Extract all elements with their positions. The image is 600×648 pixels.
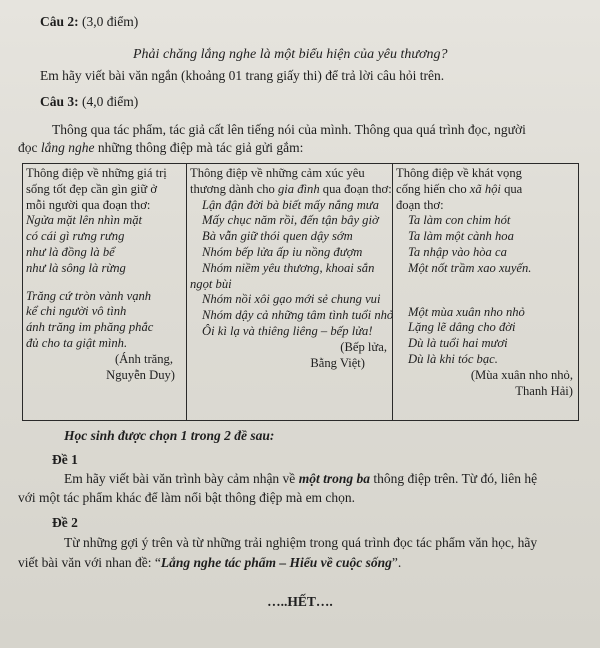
question-2-heading: Câu 2: (3,0 điểm) <box>40 14 139 29</box>
verse-line: Trăng cứ tròn vành vạnh <box>26 288 152 303</box>
choice-instruction: Học sinh được chọn 1 trong 2 đề sau: <box>64 428 275 443</box>
question-2-quote: Phải chăng lắng nghe là một biểu hiện của yêu thương? <box>133 47 448 62</box>
verse-line: Một mùa xuân nho nhỏ <box>408 304 525 319</box>
verse-line: Nhóm nồi xôi gạo mới sẻ chung vui <box>202 292 381 307</box>
verse-line: như là đồng là bể <box>26 244 115 259</box>
question-3-intro-line2: đọc lắng nghe những thông điệp mà tác giả gửi gắm: <box>18 140 304 155</box>
source-author: Bằng Việt) <box>310 355 365 370</box>
verse-line: như là sông là rừng <box>26 260 126 275</box>
topic-2-line1: Từ những gợi ý trên và từ những trải nghiệm trong quá trình đọc tác phẩm văn học, hãy <box>64 535 538 550</box>
verse-line: Ngửa mặt lên nhìn mặt <box>26 213 143 228</box>
topic-1-line1: Em hãy viết bài văn trình bày cảm nhận về một trong ba thông điệp trên. Từ đó, liên hệ <box>64 471 538 486</box>
column-header: Thông điệp về những cảm xúc yêu <box>190 166 365 180</box>
verse-line: ánh trăng im phăng phắc <box>26 320 154 335</box>
source-title: (Bếp lửa, <box>340 339 387 354</box>
source-title: (Ánh trăng, <box>114 351 173 366</box>
verse-line: Dù là khi tóc bạc. <box>408 351 498 366</box>
column-family-love <box>187 164 393 421</box>
verse-line: Lặng lẽ dâng cho đời <box>408 320 516 335</box>
verse-line: Ta làm con chim hót <box>408 213 511 228</box>
verse-line: Lận đận đời bà biết mấy nắng mưa <box>202 197 379 212</box>
topic-1-line2: với một tác phẩm khác để làm nổi bật thông điệp mà em chọn. <box>18 490 356 505</box>
column-header-line3: đoạn thơ: <box>396 197 444 212</box>
verse-line: Nhóm dậy cả những tâm tình tuổi nhỏ <box>202 308 394 323</box>
verse-line: có cái gì rưng rưng <box>26 229 125 244</box>
topic-2-title: Đề 2 <box>52 515 78 530</box>
column-header: Thông điệp về khát vọng <box>396 166 522 180</box>
verse-line: ngọt bùi <box>190 276 232 291</box>
end-marker: …..HẾT…. <box>267 594 333 609</box>
verse-line: Bà vẫn giữ thói quen dậy sớm <box>202 229 353 244</box>
source-title: (Mùa xuân nho nhỏ, <box>470 367 573 382</box>
verse-line: kể chi người vô tình <box>26 304 127 319</box>
topic-1-title: Đề 1 <box>52 452 78 467</box>
question-3-heading: Câu 3: (4,0 điểm) <box>40 94 139 109</box>
source-author: Nguyễn Duy) <box>106 367 175 382</box>
verse-line: Nhóm niềm yêu thương, khoai sắn <box>202 260 375 275</box>
verse-line: đủ cho ta giật mình. <box>26 335 128 350</box>
verse-line: Nhóm bếp lửa ấp iu nồng đượm <box>202 244 363 259</box>
topic-2-line2: viết bài văn với nhan đề: “Lắng nghe tác phẩm – Hiểu về cuộc sống”. <box>18 555 402 570</box>
verse-line: Ta làm một cành hoa <box>408 229 514 244</box>
column-header-line2: cống hiến cho xã hội qua <box>396 181 523 196</box>
verse-line: Dù là tuổi hai mươi <box>408 336 508 351</box>
verse-line: Một nốt trầm xao xuyến. <box>408 260 532 275</box>
messages-table <box>22 163 579 421</box>
question-3-intro-line1: Thông qua tác phẩm, tác giả cất lên tiếng nói của mình. Thông qua quá trình đọc, người <box>52 122 526 137</box>
question-2-instruction: Em hãy viết bài văn ngắn (khoảng 01 trang giấy thi) để trả lời câu hỏi trên. <box>40 68 445 83</box>
column-values-of-living: Thông điệp về những giá trị sống tốt đẹp cần gìn giữ ở mỗi người qua đoạn thơ: Ngửa mặt lên nhìn mặt có cái gì rưng rưng như là đồng là bể như là sông là rừng Trăng cứ tròn vành vạnh kể chi người vô tình ánh trăng im phăng phắc đủ cho ta giật mình. (Ánh trăng, Nguyễn Duy) <box>23 164 187 421</box>
source-author: Thanh Hải) <box>515 383 573 398</box>
column-header-line2: thương dành cho gia đình qua đoạn thơ: <box>190 181 392 196</box>
verse-line: Ta nhập vào hòa ca <box>408 244 507 259</box>
verse-line: Ôi kì lạ và thiêng liêng – bếp lửa! <box>202 323 373 338</box>
column-social-contribution <box>393 164 579 421</box>
verse-line: Mấy chục năm rồi, đến tận bây giờ <box>202 213 379 228</box>
